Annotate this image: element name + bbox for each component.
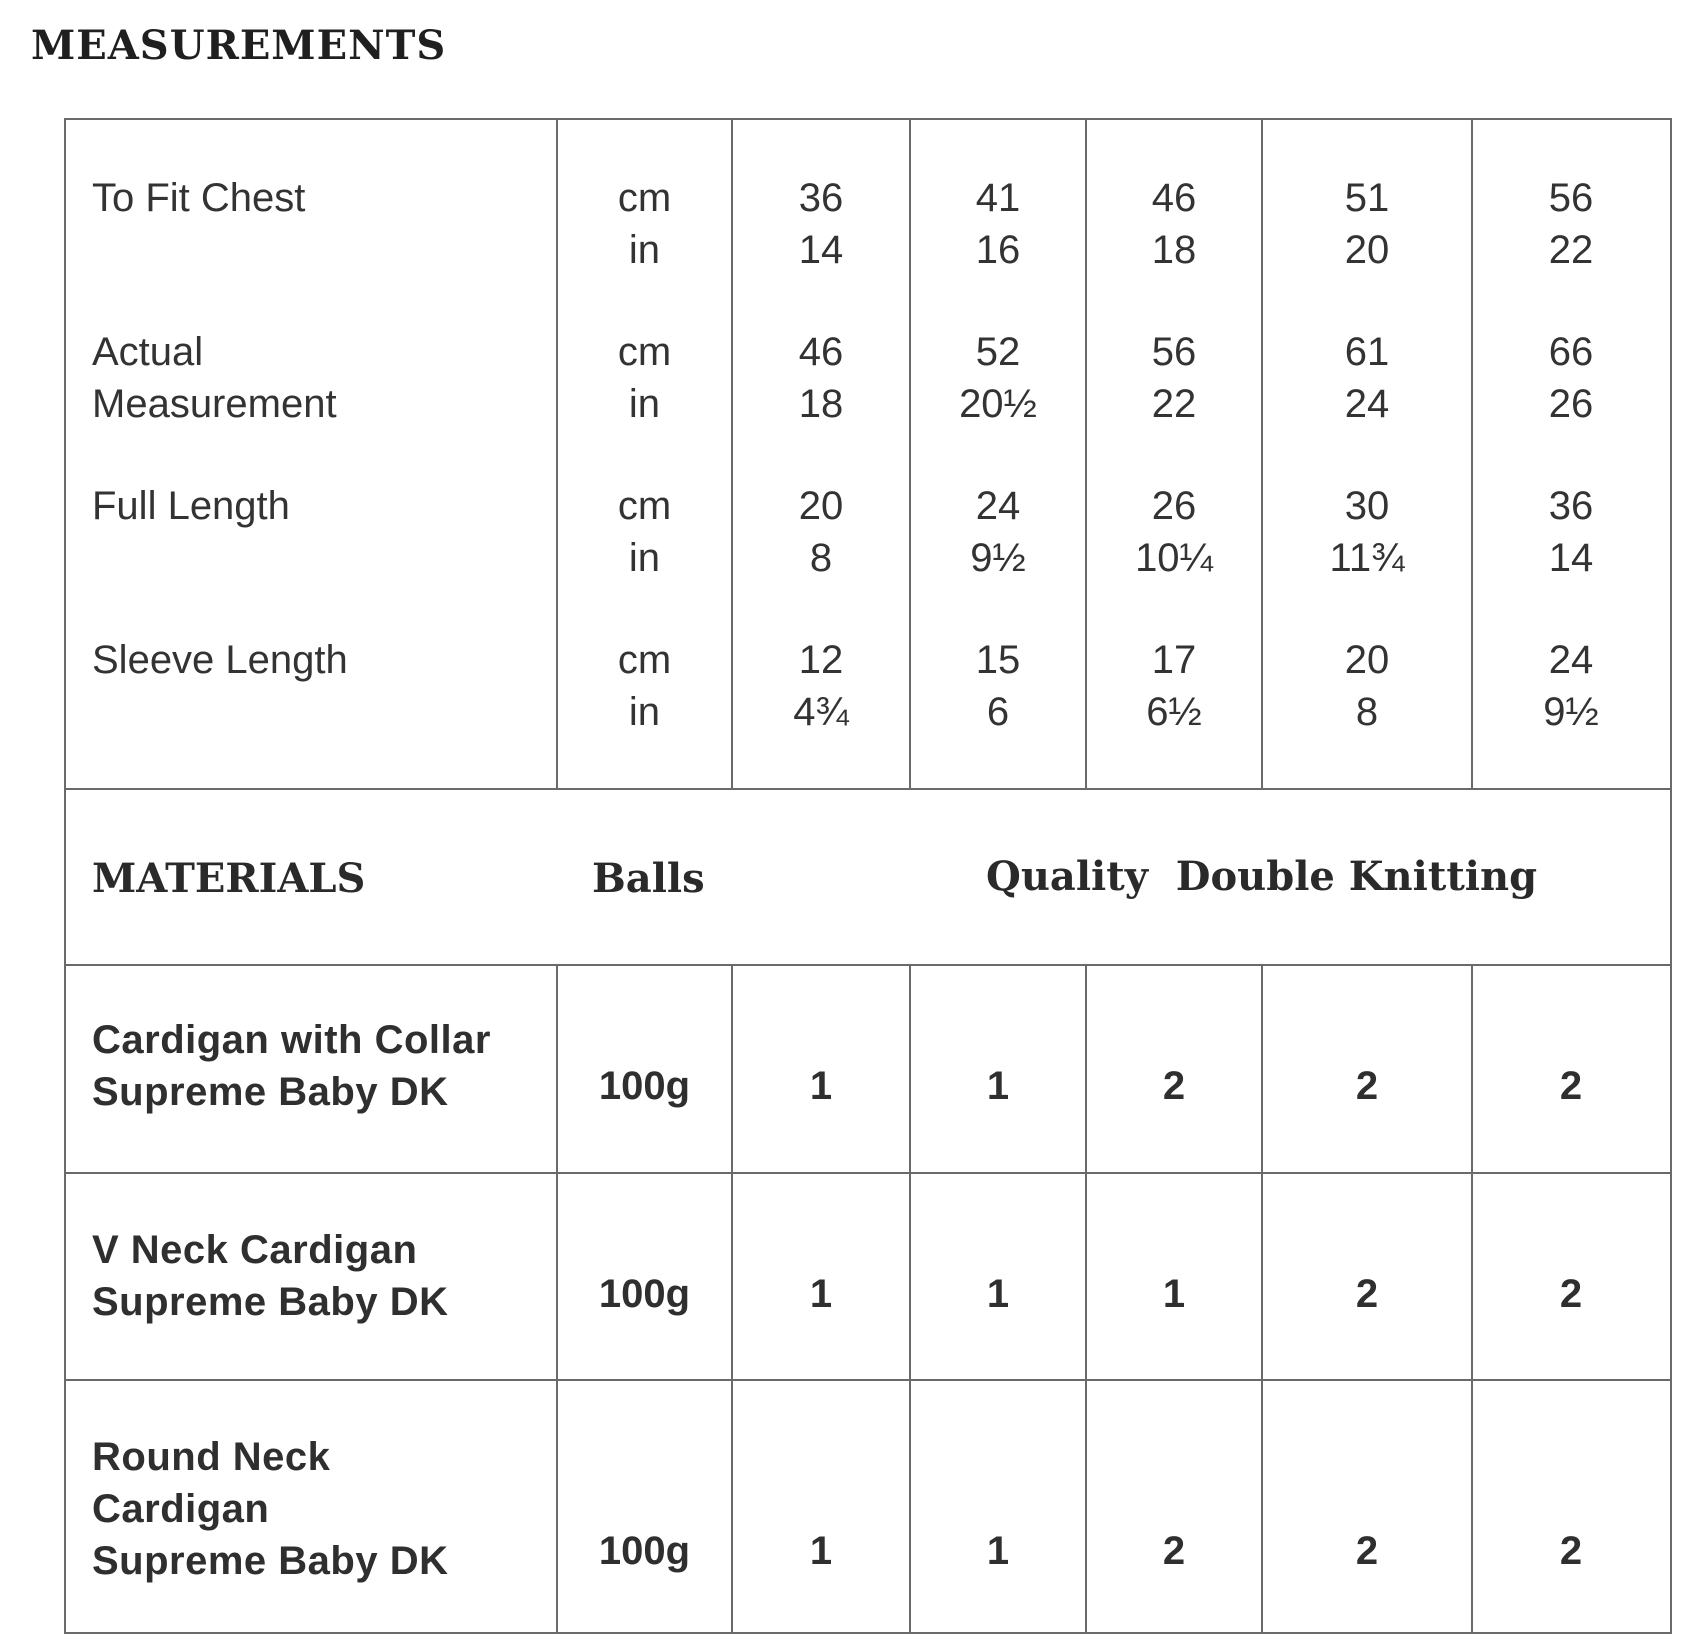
- material-weight: 100g: [598, 1064, 691, 1108]
- measurement-label: Sleeve Length: [92, 638, 348, 682]
- measurement-value: 15 6: [975, 638, 1021, 734]
- measurements-materials-table: [64, 118, 1672, 1634]
- measurement-value: 52 20½: [959, 330, 1037, 426]
- balls-header: Balls: [592, 855, 705, 902]
- page-title: MEASUREMENTS: [31, 22, 447, 69]
- measurement-value: 36 14: [798, 176, 844, 272]
- material-balls-value: 1: [809, 1272, 833, 1316]
- material-balls-value: 2: [1162, 1064, 1186, 1108]
- material-balls-value: 1: [809, 1064, 833, 1108]
- material-balls-value: 2: [1559, 1064, 1583, 1108]
- material-label: V Neck Cardigan Supreme Baby DK: [92, 1228, 449, 1324]
- measurement-unit: cm in: [617, 484, 672, 580]
- measurement-value: 20 8: [798, 484, 844, 580]
- measurement-value: 26 10¼: [1135, 484, 1213, 580]
- measurement-value: 24 9½: [1543, 638, 1599, 734]
- measurement-label: Actual Measurement: [92, 330, 337, 426]
- material-weight: 100g: [598, 1529, 691, 1573]
- measurement-value: 41 16: [975, 176, 1021, 272]
- material-balls-value: 2: [1355, 1529, 1379, 1573]
- row-divider: [66, 1379, 1670, 1381]
- measurement-label: To Fit Chest: [92, 176, 306, 220]
- section-divider: [66, 788, 1670, 790]
- material-label: Cardigan with Collar Supreme Baby DK: [92, 1018, 491, 1114]
- material-balls-value: 1: [809, 1529, 833, 1573]
- measurement-unit: cm in: [617, 176, 672, 272]
- measurement-value: 36 14: [1548, 484, 1594, 580]
- measurement-value: 46 18: [1151, 176, 1197, 272]
- measurement-unit: cm in: [617, 638, 672, 734]
- material-label: Round Neck Cardigan Supreme Baby DK: [92, 1435, 449, 1583]
- measurement-value: 51 20: [1344, 176, 1390, 272]
- measurement-value: 56 22: [1548, 176, 1594, 272]
- measurement-value: 12 4¾: [793, 638, 849, 734]
- measurement-label: Full Length: [92, 484, 290, 528]
- section-divider: [66, 964, 1670, 966]
- material-balls-value: 2: [1355, 1064, 1379, 1108]
- measurement-value: 24 9½: [970, 484, 1026, 580]
- measurement-value: 61 24: [1344, 330, 1390, 426]
- measurement-value: 56 22: [1151, 330, 1197, 426]
- material-weight: 100g: [598, 1272, 691, 1316]
- measurement-value: 30 11¾: [1329, 484, 1405, 580]
- materials-title: MATERIALS: [92, 855, 366, 902]
- material-balls-value: 2: [1162, 1529, 1186, 1573]
- measurement-unit: cm in: [617, 330, 672, 426]
- quality-header: Quality Double Knitting: [986, 853, 1538, 900]
- material-balls-value: 1: [1162, 1272, 1186, 1316]
- material-balls-value: 2: [1559, 1529, 1583, 1573]
- row-divider: [66, 1172, 1670, 1174]
- material-balls-value: 1: [986, 1529, 1010, 1573]
- measurement-value: 46 18: [798, 330, 844, 426]
- material-balls-value: 2: [1559, 1272, 1583, 1316]
- material-balls-value: 2: [1355, 1272, 1379, 1316]
- measurement-value: 66 26: [1548, 330, 1594, 426]
- measurement-value: 20 8: [1344, 638, 1390, 734]
- material-balls-value: 1: [986, 1272, 1010, 1316]
- measurement-value: 17 6½: [1146, 638, 1202, 734]
- material-balls-value: 1: [986, 1064, 1010, 1108]
